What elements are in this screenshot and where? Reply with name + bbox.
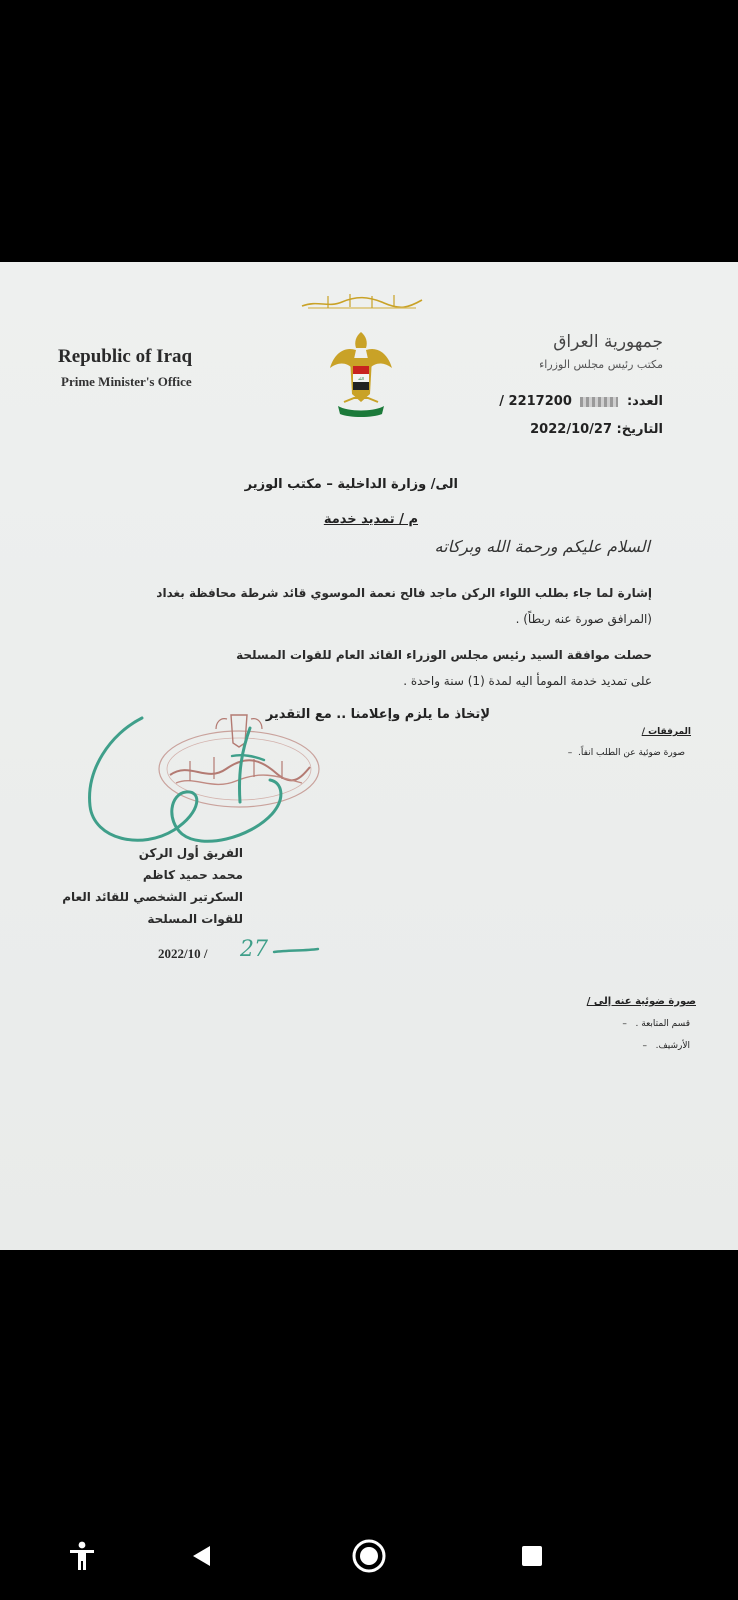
svg-text:27: 27	[240, 937, 268, 962]
copies-label: صورة ضوئية عنه إلى /	[586, 996, 696, 1007]
closing-line: لإتخاذ ما يلزم وإعلامنا .. مع التقدير	[265, 707, 490, 722]
signatory-name: محمد حميد كاظم	[142, 868, 243, 882]
signature-date: 2022/10 /	[158, 946, 208, 961]
copy-item: قسم المتابعة . –	[622, 1019, 690, 1029]
svg-text:الله: الله	[358, 376, 364, 381]
document-page	[0, 262, 738, 1250]
recipient-line: الى/ وزارة الداخلية – مكتب الوزير	[244, 477, 458, 492]
reference-number	[499, 394, 663, 409]
handwritten-day	[238, 934, 320, 962]
document-date	[530, 422, 663, 437]
accessibility-button[interactable]	[62, 1536, 102, 1576]
copy-item: الأرشيف. –	[642, 1041, 690, 1051]
recents-square-icon	[519, 1543, 545, 1569]
attachment-item: صورة ضوئية عن الطلب انفاً. –	[567, 748, 685, 758]
paragraph-3: حصلت موافقة السيد رئيس مجلس الوزراء القائد العام للقوات المسلحة	[236, 648, 652, 662]
paragraph-4: على تمديد خدمة المومأ اليه لمدة (1) سنة واحدة .	[403, 674, 652, 688]
handwritten-signature	[82, 710, 292, 860]
accessibility-icon	[65, 1539, 99, 1573]
republic-title-en: Republic of Iraq	[58, 346, 193, 367]
paragraph-1: إشارة لما جاء بطلب اللواء الركن ماجد فالح نعمة الموسوي قائد شرطة محافظة بغداد	[156, 586, 652, 600]
back-button[interactable]	[182, 1536, 222, 1576]
office-subtitle-ar: مكتب رئيس مجلس الوزراء	[539, 358, 663, 371]
number-value: 2217200 /	[499, 394, 572, 409]
system-navigation-bar	[0, 1518, 738, 1600]
back-triangle-icon	[189, 1543, 215, 1569]
home-button[interactable]	[349, 1536, 389, 1576]
paragraph-2: (المرافق صورة عنه ربطاً) .	[515, 612, 652, 626]
signatory-rank: الفريق أول الركن	[138, 846, 243, 860]
number-label: العدد:	[626, 394, 663, 409]
greeting: السلام عليكم ورحمة الله وبركاته	[434, 537, 650, 556]
iraq-eagle-emblem-icon	[326, 328, 396, 428]
office-subtitle-en: Prime Minister's Office	[61, 374, 192, 389]
date-label: التاريخ:	[616, 422, 663, 437]
signatory-title-cont: للقوات المسلحة	[147, 912, 243, 926]
subject-line: م / تمديد خدمة	[323, 512, 418, 527]
date-value: 2022/10/27	[530, 422, 612, 437]
redacted-block	[580, 397, 618, 407]
basmala-calligraphy	[298, 290, 426, 314]
republic-title-ar: جمهورية العراق	[553, 332, 663, 352]
recents-button[interactable]	[512, 1536, 552, 1576]
attachments-label: المرفقات /	[641, 727, 691, 737]
home-circle-icon	[351, 1538, 387, 1574]
signatory-title: السكرتير الشخصي للقائد العام	[62, 890, 243, 904]
